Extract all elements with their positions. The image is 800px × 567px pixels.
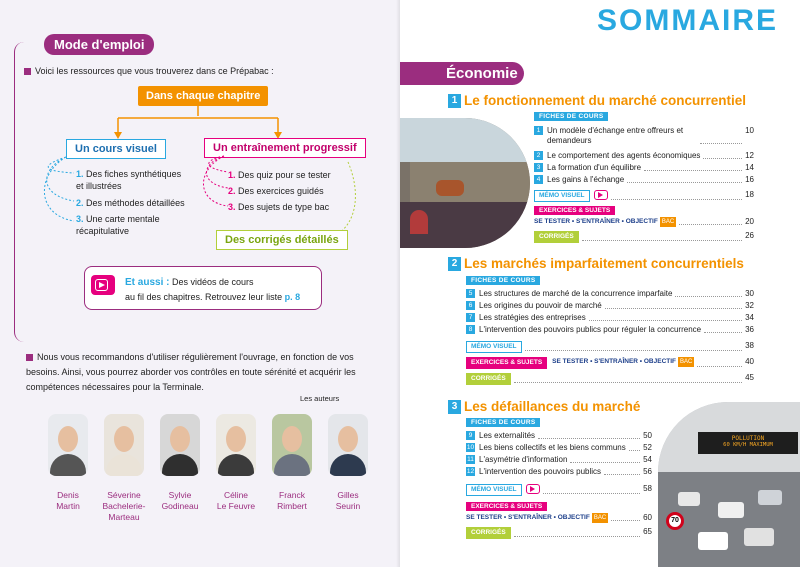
- corriges-box: Des corrigés détaillés: [216, 230, 348, 250]
- ch1-corriges[interactable]: CORRIGÉS 26: [534, 231, 754, 243]
- speed-sign: 70: [666, 512, 684, 530]
- sommaire-title: SOMMAIRE: [597, 4, 778, 37]
- traffic-photo: [658, 402, 800, 567]
- ch3-fiche-2[interactable]: 10 Les biens collectifs et les biens communs 52: [466, 443, 652, 452]
- training-box: Un entraînement progressif: [204, 138, 366, 158]
- chapter-3-title: 3 Les défaillances du marché: [448, 398, 640, 416]
- recommend-text: Nous vous recommandons d'utiliser régulièrement l'ouvrage, en fonction de vos besoins. Ainsi, vous pourrez aborder vos contrôles en toute sérénité et acquérir les compétences nécessaires pour la Terminale.: [26, 352, 356, 392]
- authors-label: Les auteurs: [300, 394, 340, 403]
- aussi-label: Et aussi :: [125, 277, 170, 288]
- ch3-memo[interactable]: MÉMO VISUEL 58: [466, 484, 652, 496]
- author-2: Séverine Bachelerie-Marteau: [96, 414, 152, 523]
- ch1-fiche-3[interactable]: 3 La formation d'un équilibre 14: [534, 163, 754, 173]
- ch3-exos[interactable]: SE TESTER • S'ENTRAÎNER • OBJECTIF BAC 60: [466, 513, 652, 522]
- author-photo: [160, 414, 200, 476]
- author-5: Franck Rimbert: [264, 414, 320, 523]
- author-6: Gilles Seurin: [320, 414, 376, 523]
- authors-row: [40, 414, 360, 523]
- chapter-1-title: 1 Le fonctionnement du marché concurrentiel: [448, 92, 746, 110]
- ch3-fiche-4[interactable]: 12 L'intervention des pouvoirs publics 56: [466, 467, 652, 476]
- course-item-3: 3. Une carte mentale récapitulative: [76, 214, 160, 236]
- ch3-fiche-3[interactable]: 11 L'asymétrie d'information 54: [467, 455, 652, 464]
- author-photo: [48, 414, 88, 476]
- economie-band: Économie: [400, 62, 524, 85]
- orange-connector: [110, 104, 290, 140]
- pollution-sign-line2: 60 KM/H MAXIMUM: [723, 442, 773, 448]
- ch1-memo[interactable]: MÉMO VISUEL 18: [534, 190, 754, 202]
- training-item-3: 3. Des sujets de type bac: [228, 202, 330, 212]
- aussi-text1: Des vidéos de cours: [171, 277, 254, 287]
- course-item-2: 2. Des méthodes détaillées: [76, 198, 185, 208]
- chapter-1-fiches-tag: FICHES DE COURS: [534, 112, 608, 121]
- author-photo: [272, 414, 312, 476]
- market-photo: [400, 118, 530, 248]
- ch1-exos[interactable]: SE TESTER • S'ENTRAÎNER • OBJECTIF BAC 20: [534, 217, 754, 226]
- author-photo: [328, 414, 368, 476]
- ch2-fiche-1[interactable]: 5 Les structures de marché de la concurrence imparfaite 30: [466, 289, 754, 299]
- video-icon: [91, 275, 115, 295]
- ch1-fiche-1[interactable]: 1 Un modèle d'échange entre offreurs et demandeurs 10: [534, 126, 754, 146]
- pollution-sign-line1: POLLUTION: [731, 435, 765, 442]
- author-3: Sylvie Godineau: [152, 414, 208, 523]
- video-icon: [594, 190, 608, 200]
- aussi-page-link[interactable]: p. 8: [284, 292, 301, 302]
- course-item-1: 1. Des fiches synthétiques et illustrées: [76, 169, 182, 191]
- training-item-2: 2. Des exercices guidés: [228, 186, 324, 196]
- ch3-exos-tag: EXERCICES & SUJETS: [466, 502, 547, 511]
- training-item-1: 1. Des quiz pour se tester: [228, 170, 331, 180]
- right-page: [400, 0, 800, 567]
- author-photo: [104, 414, 144, 476]
- ch1-fiche-4[interactable]: 4 Les gains à l'échange 16: [534, 175, 754, 185]
- course-box: Un cours visuel: [66, 139, 166, 159]
- ch2-exos[interactable]: EXERCICES & SUJETS SE TESTER • S'ENTRAÎNER • OBJECTIF BAC 40: [466, 357, 754, 369]
- green-dotted-arrow: [330, 160, 360, 240]
- ch2-memo[interactable]: MÉMO VISUEL 38: [466, 341, 754, 353]
- ch2-fiche-4[interactable]: 8 L'intervention des pouvoirs publics pour réguler la concurrence 36: [466, 325, 754, 335]
- ch2-fiche-3[interactable]: 7 Les stratégies des entreprises 34: [466, 313, 754, 323]
- intro-text: Voici les ressources que vous trouverez dans ce Prépabac :: [24, 65, 274, 77]
- chapter-3-fiches-tag: FICHES DE COURS: [466, 418, 540, 427]
- ch1-exos-tag: EXERCICES & SUJETS: [534, 206, 615, 215]
- ch2-corriges[interactable]: CORRIGÉS 45: [466, 373, 754, 385]
- chapter-2-title: 2 Les marchés imparfaitement concurrentiels: [448, 255, 744, 273]
- mode-title: Mode d'emploi: [44, 34, 154, 55]
- ch2-fiche-2[interactable]: 6 Les origines du pouvoir de marché 32: [466, 301, 754, 311]
- aussi-text2: au fil des chapitres. Retrouvez leur liste: [125, 292, 283, 302]
- video-icon: [526, 484, 540, 494]
- author-4: Céline Le Feuvre: [208, 414, 264, 523]
- each-chapter-box: Dans chaque chapitre: [138, 86, 268, 106]
- author-photo: [216, 414, 256, 476]
- blue-dotted-arrows: [36, 155, 80, 225]
- ch1-fiche-2[interactable]: 2 Le comportement des agents économiques 12: [534, 151, 754, 161]
- ch3-corriges[interactable]: CORRIGÉS 65: [466, 527, 652, 539]
- ch3-fiche-1[interactable]: 9 Les externalités 50: [466, 431, 652, 441]
- author-1: Denis Martin: [40, 414, 96, 523]
- aussi-box: [84, 266, 322, 310]
- chapter-2-fiches-tag: FICHES DE COURS: [466, 276, 540, 285]
